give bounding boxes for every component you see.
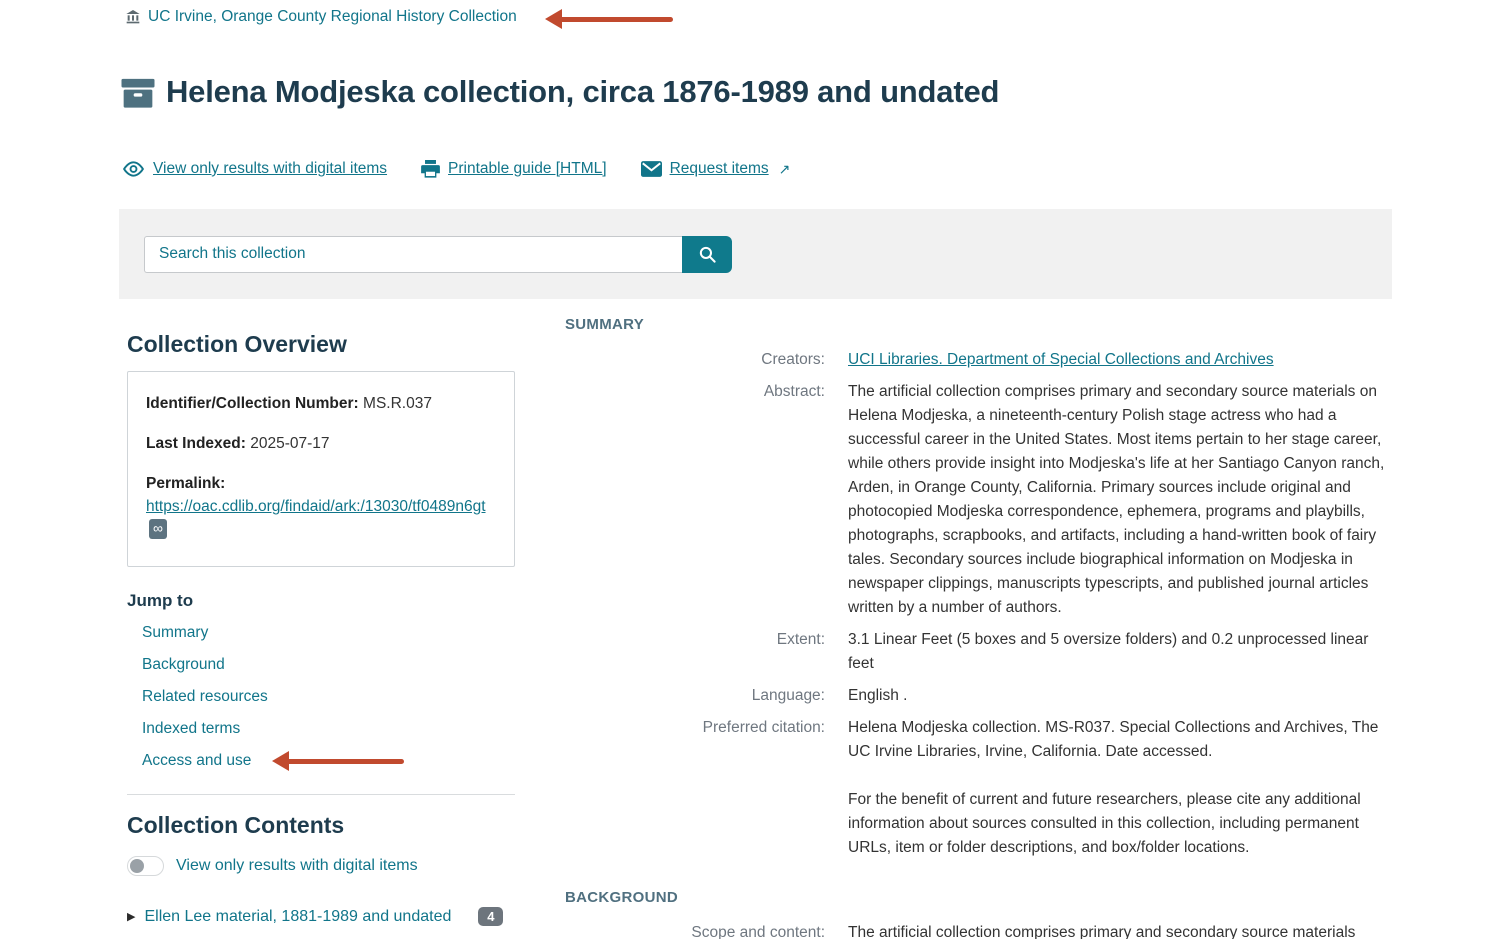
creators-label: Creators: bbox=[761, 351, 825, 368]
preferred-citation-value: Helena Modjeska collection. MS-R037. Special Collections and Archives, The UC Irvine Libraries, Irvine, California. Date accessed. bbox=[848, 719, 1379, 760]
item-count-badge: 4 bbox=[478, 907, 503, 926]
tree-item-ellen-lee bbox=[127, 907, 515, 926]
scope-label: Scope and content: bbox=[691, 924, 825, 939]
action-links bbox=[122, 160, 790, 178]
abstract-label: Abstract: bbox=[763, 383, 825, 400]
external-link-icon: ↗ bbox=[778, 160, 791, 177]
background-heading: BACKGROUND bbox=[565, 889, 678, 906]
request-items-link[interactable]: Request items bbox=[669, 160, 769, 177]
jump-link-access-and-use[interactable]: Access and use bbox=[142, 752, 252, 769]
permalink-infinity-icon[interactable]: ∞ bbox=[149, 519, 167, 539]
field-extent bbox=[565, 628, 1393, 676]
view-digital-link[interactable]: View only results with digital items bbox=[153, 160, 388, 177]
identifier-row bbox=[146, 393, 496, 415]
collection-contents-heading: Collection Contents bbox=[127, 812, 345, 838]
action-view-digital bbox=[122, 160, 387, 178]
sidebar bbox=[127, 331, 515, 926]
language-label: Language: bbox=[751, 687, 825, 704]
jump-link-background[interactable]: Background bbox=[142, 656, 225, 673]
search-input[interactable] bbox=[144, 236, 682, 273]
last-indexed-value: 2025-07-17 bbox=[250, 435, 330, 452]
eye-icon bbox=[122, 160, 145, 178]
breadcrumb bbox=[125, 8, 517, 26]
action-request-items bbox=[641, 160, 791, 178]
digital-items-toggle[interactable] bbox=[127, 856, 164, 876]
field-abstract bbox=[565, 380, 1393, 620]
breadcrumb-link[interactable]: UC Irvine, Orange County Regional History Collection bbox=[148, 8, 517, 25]
last-indexed-row bbox=[146, 433, 496, 455]
permalink-row bbox=[146, 473, 496, 542]
jump-link-related-resources[interactable]: Related resources bbox=[142, 688, 268, 705]
sidebar-divider bbox=[127, 794, 515, 795]
jump-to-section bbox=[127, 591, 515, 773]
digital-items-toggle-row[interactable] bbox=[127, 856, 515, 876]
creators-link[interactable]: UCI Libraries. Department of Special Collections and Archives bbox=[848, 351, 1274, 368]
page-title: Helena Modjeska collection, circa 1876-1989 and undated bbox=[166, 74, 1000, 109]
extent-label: Extent: bbox=[776, 631, 825, 648]
preferred-citation-label: Preferred citation: bbox=[702, 719, 825, 736]
envelope-icon bbox=[641, 161, 662, 177]
scope-value: The artificial collection comprises primary and secondary source materials bbox=[848, 924, 1356, 939]
collection-overview-heading: Collection Overview bbox=[127, 331, 347, 357]
action-printable-guide bbox=[421, 160, 607, 178]
title-row bbox=[120, 74, 999, 110]
field-preferred-citation bbox=[565, 716, 1393, 860]
archive-box-icon bbox=[120, 76, 156, 109]
last-indexed-label: Last Indexed: bbox=[146, 435, 246, 452]
collection-overview-box bbox=[127, 371, 515, 567]
jump-link-summary[interactable]: Summary bbox=[142, 624, 209, 641]
main-content bbox=[565, 316, 1393, 939]
search-button[interactable] bbox=[682, 236, 732, 273]
permalink-label: Permalink: bbox=[146, 475, 226, 492]
jump-link-indexed-terms[interactable]: Indexed terms bbox=[142, 720, 241, 737]
field-creators bbox=[565, 348, 1393, 372]
jump-to-heading: Jump to bbox=[127, 591, 194, 610]
permalink-link[interactable]: https://oac.cdlib.org/findaid/ark:/13030/tf0489n6gt bbox=[146, 498, 486, 515]
language-value: English . bbox=[848, 687, 908, 704]
printer-icon bbox=[421, 160, 440, 178]
abstract-value: The artificial collection comprises primary and secondary source materials on Helena Modjeska, a nineteenth-century Polish stage actress who had a successful career in the United States. Most items pertain to her stage career, while others provide insight into Modjeska's life at her Santiago Canyon ranch, Arden, in Orange County, California. Primary sources include original and photocopied Modjeska correspondence, ephemera, programs and playbills, photographs, scrapbooks, and artifacts, including a hand-written book of fairy tales. Secondary sources include biographical information on Modjeska in newspaper clippings, manuscripts typescripts, and published journal articles written by a number of authors. bbox=[848, 383, 1385, 616]
extent-value: 3.1 Linear Feet (5 boxes and 5 oversize folders) and 0.2 unprocessed linear feet bbox=[848, 631, 1369, 672]
expand-caret-icon[interactable]: ▶ bbox=[127, 911, 136, 923]
identifier-value: MS.R.037 bbox=[363, 395, 432, 412]
tree-item-link[interactable]: Ellen Lee material, 1881-1989 and undated bbox=[144, 907, 452, 925]
institution-icon bbox=[125, 9, 141, 25]
preferred-citation-note: For the benefit of current and future researchers, please cite any additional information about sources consulted in this collection, including permanent URLs, item or folder descriptions, and box/folder locations. bbox=[848, 791, 1361, 856]
search-icon bbox=[698, 245, 717, 264]
search-section bbox=[119, 209, 1392, 299]
printable-guide-link[interactable]: Printable guide [HTML] bbox=[448, 160, 607, 177]
identifier-label: Identifier/Collection Number: bbox=[146, 395, 359, 412]
background-section bbox=[565, 889, 1393, 939]
collection-contents-section bbox=[127, 812, 515, 926]
summary-heading: SUMMARY bbox=[565, 316, 645, 333]
field-scope-and-content bbox=[565, 921, 1393, 939]
digital-items-toggle-label: View only results with digital items bbox=[176, 857, 418, 874]
field-language bbox=[565, 684, 1393, 708]
